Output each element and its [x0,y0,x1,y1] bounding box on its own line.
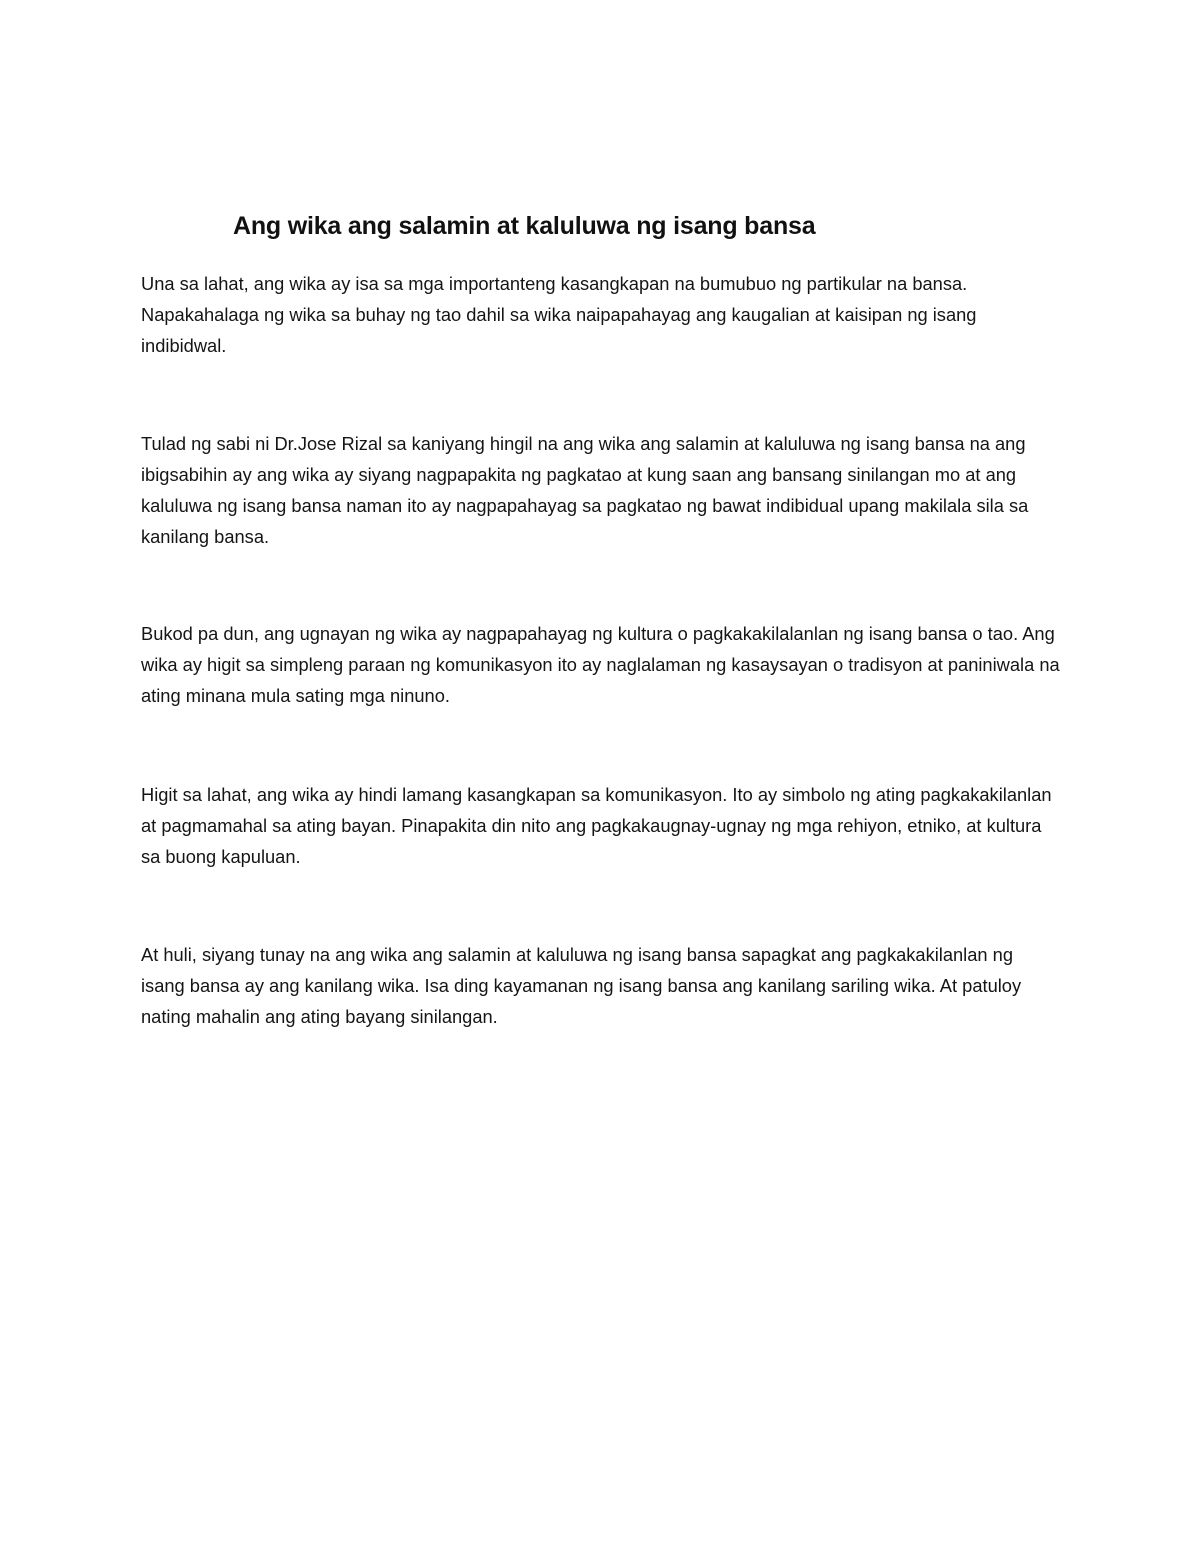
paragraph-3: Bukod pa dun, ang ugnayan ng wika ay nagpapahayag ng kultura o pagkakakilalanlan ng isang bansa o tao. Ang wika ay higit sa simpleng paraan ng komunikasyon ito ay naglalaman ng kasaysayan o tradisyon at paniniwala na ating minana mula sating mga ninuno. [141,623,1060,706]
paragraph-1: Una sa lahat, ang wika ay isa sa mga importanteng kasangkapan na bumubuo ng partikular na bansa. Napakahalaga ng wika sa buhay ng tao dahil sa wika naipapahayag ang kaugalian at kaisipan ng isang indibidwal. [141,273,977,356]
paragraph-4: Higit sa lahat, ang wika ay hindi lamang kasangkapan sa komunikasyon. Ito ay simbolo ng ating pagkakakilanlan at pagmamahal sa ating bayan. Pinapakita din nito ang pagkakaugnay-ugnay ng mga rehiyon, etniko, at kultura sa buong kapuluan. [141,784,1052,867]
paragraph-2: Tulad ng sabi ni Dr.Jose Rizal sa kaniyang hingil na ang wika ang salamin at kaluluwa ng isang bansa na ang ibigsabihin ay ang wika ay siyang nagpapakita ng pagkatao at kung saan ang bansang sinilangan mo at ang kaluluwa ng isang bansa naman ito ay nagpapahayag sa pagkatao ng bawat indibidual upang makilala sila sa kanilang bansa. [141,433,1029,547]
document-title: Ang wika ang salamin at kaluluwa ng isang bansa [233,212,816,240]
paragraph-5: At huli, siyang tunay na ang wika ang salamin at kaluluwa ng isang bansa sapagkat ang pagkakakilanlan ng isang bansa ay ang kanilang wika. Isa ding kayamanan ng isang bansa ang kanilang sariling wika. At patuloy nating mahalin ang ating bayang sinilangan. [141,944,1022,1027]
